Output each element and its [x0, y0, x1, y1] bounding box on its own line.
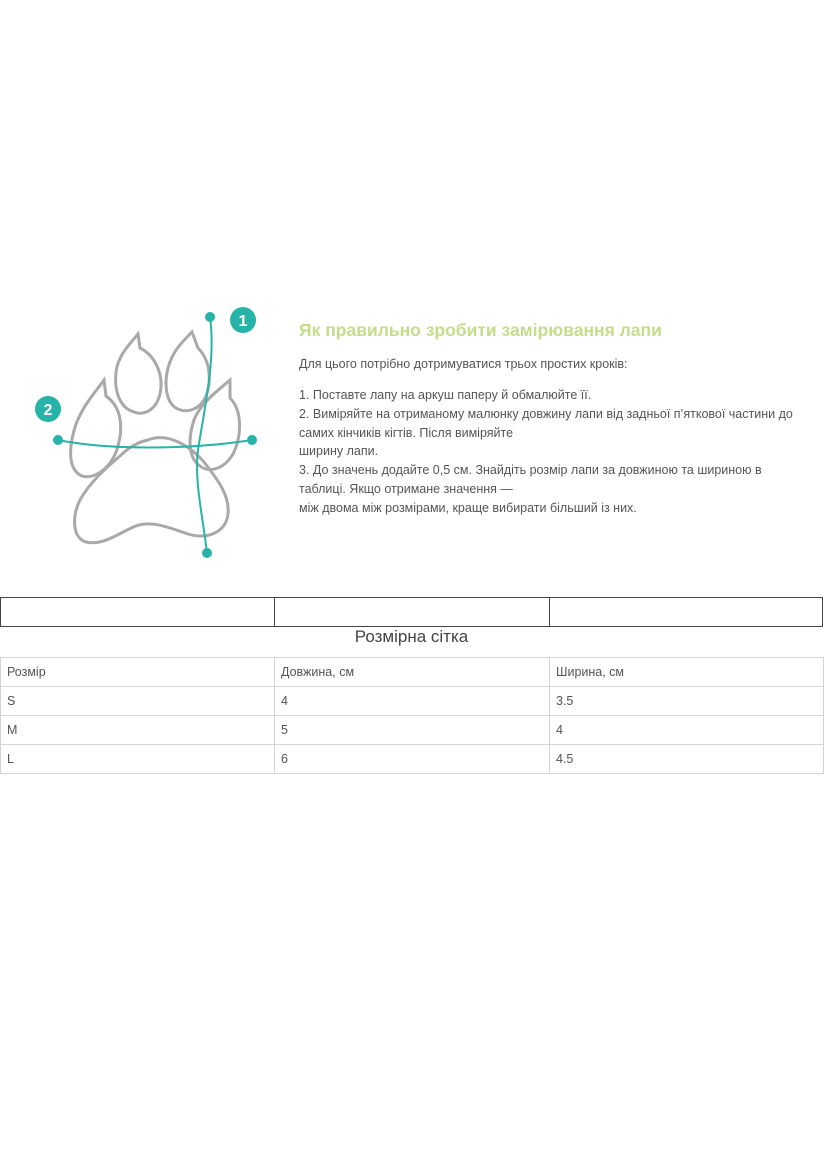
- paw-measurement-illustration: [28, 300, 268, 570]
- instructions-intro: Для цього потрібно дотримуватися трьох простих кроків:: [299, 357, 628, 371]
- cell-width: 4: [550, 716, 824, 745]
- instructions-title: Як правильно зробити замірювання лапи: [299, 320, 662, 340]
- paw-outline: [71, 332, 240, 543]
- size-chart-caption: Розмірна сітка: [354, 627, 469, 646]
- width-line: [58, 440, 252, 448]
- instruction-step: самих кінчиків кігтів. Після виміряйте: [299, 425, 514, 440]
- table-row: [1, 687, 824, 716]
- header-width: Ширина, см: [550, 658, 824, 687]
- cell-size: S: [1, 687, 275, 716]
- marker-2-label: 2: [43, 402, 53, 419]
- length-start-dot: [205, 312, 215, 322]
- width-start-dot: [53, 435, 63, 445]
- instruction-step: ширину лапи.: [299, 444, 379, 459]
- cell-width: 3.5: [550, 687, 824, 716]
- cell-length: 6: [275, 745, 550, 774]
- cell-length: 5: [275, 716, 550, 745]
- instruction-step: 2. Виміряйте на отриманому малюнку довжину лапи від задньої п’яткової частини до: [299, 406, 793, 421]
- cell-size: M: [1, 716, 275, 745]
- length-end-dot: [202, 548, 212, 558]
- width-end-dot: [247, 435, 257, 445]
- table-row: [1, 745, 824, 774]
- length-line: [197, 317, 212, 553]
- size-chart-table: [0, 657, 824, 774]
- cell-width: 4.5: [550, 745, 824, 774]
- cell-size: L: [1, 745, 275, 774]
- table-row: [1, 716, 824, 745]
- header-size: Розмір: [1, 658, 275, 687]
- empty-cell: [550, 598, 822, 626]
- empty-cell: [1, 598, 275, 626]
- cell-length: 4: [275, 687, 550, 716]
- header-length: Довжина, см: [275, 658, 550, 687]
- marker-1-label: 1: [238, 313, 248, 330]
- empty-table-row: [0, 597, 823, 627]
- marker-1: [230, 307, 256, 333]
- instruction-step: 1. Поставте лапу на аркуш паперу й обмалюйте її.: [299, 388, 592, 402]
- marker-2: [35, 396, 61, 422]
- instruction-step: між двома між розмірами, краще вибирати більший із них.: [299, 500, 637, 515]
- table-header-row: [1, 658, 824, 687]
- instruction-step: таблиці. Якщо отримане значення —: [299, 481, 513, 496]
- empty-cell: [275, 598, 550, 626]
- measurement-instructions: [299, 320, 809, 518]
- instruction-step: 3. До значень додайте 0,5 см. Знайдіть розмір лапи за довжиною та шириною в: [299, 463, 762, 478]
